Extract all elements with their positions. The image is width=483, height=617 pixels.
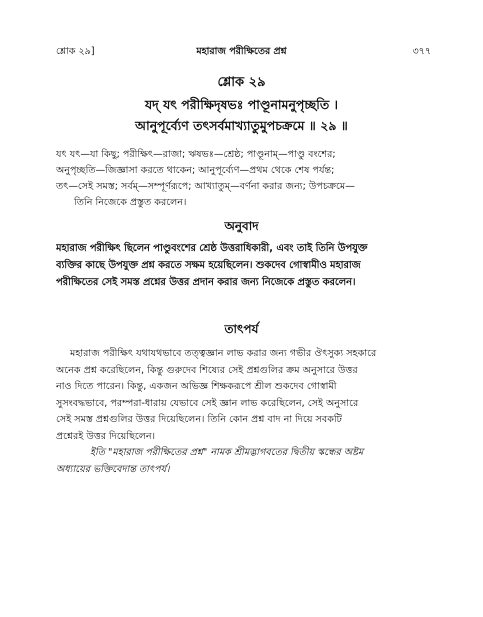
synonyms-line: অনুপৃচ্ছতি—জিজ্ঞাসা করতে থাকেন; আনুপূর্ব্যেণ—প্রথম থেকে শেষ পর্যন্ত; [56, 165, 335, 176]
synonyms-block [56, 147, 428, 211]
purport-line: সুসংবদ্ধভাবে, পরম্পরা-ধারায় যেভাবে সেই জ্ঞান লাভ করেছিলেন, সেই অনুসারে [56, 397, 359, 409]
running-header-title: মহারাজ পরীক্ষিতের প্রশ্ন [196, 46, 287, 57]
translation-heading: অনুবাদ [224, 219, 259, 233]
closing-line: অধ্যায়ের ভক্তিবেদান্ত তাৎপর্য। [56, 463, 170, 475]
page-number: ৩৭৭ [412, 46, 431, 57]
synonyms-line: তিনি নিজেকে প্রস্তুত করলেন। [74, 197, 187, 208]
translation-block [56, 240, 428, 291]
purport-line: সেই সমস্ত প্রশ্নগুলির উত্তর দিয়েছিলেন। তিনি কোন প্রশ্ন বাদ না দিয়ে সবকটি [56, 414, 342, 425]
running-header-verse-ref: শ্লোক ২৯] [56, 46, 95, 57]
purport-line: নাও দিতে পারেন। কিন্তু, একজন অভিজ্ঞ শিক্ষকরূপে শ্রীল শুকদেব গোস্বামী [56, 381, 337, 392]
purport-line: প্রশ্নেরই উত্তর দিয়েছিলেন। [56, 430, 156, 442]
synonyms-line: তৎ—সেই সমস্ত; সর্বম্—সম্পূর্ণরূপে; আখ্যাতুম্—বর্ণনা করার জন্য; উপচক্রমে— [56, 181, 355, 192]
purport-block [56, 346, 428, 445]
verse-line-2: আনুপূর্ব্যেণ তৎসর্বমাখ্যাতুমুপচক্রমে ॥ ২৯ ॥ [135, 118, 348, 133]
purport-line: অনেক প্রশ্ন করেছিলেন, কিন্তু গুরুদেব শিষ্যের সেই প্রশ্নগুলির ক্রম অনুসারে উত্তর [56, 364, 358, 376]
translation-line: ব্যক্তির কাছে উপযুক্ত প্রশ্ন করতে সক্ষম হয়েছিলেন। শুকদেব গোস্বামীও মহারাজ [56, 260, 361, 271]
closing-line: ইতি "মহারাজ পরীক্ষিতের প্রশ্ন" নামক শ্রীমদ্ভাগবতের দ্বিতীয় স্কন্ধের অষ্টম [90, 447, 364, 458]
chapter-closing-note [56, 445, 428, 478]
synonyms-line: যৎ যৎ—যা কিছু; পরীক্ষিৎ—রাজা; ঋষভঃ—শ্রেষ্ঠ; পাণ্ডূনাম্—পাণ্ডু বংশের; [56, 149, 336, 160]
purport-heading: তাৎপর্য [224, 322, 259, 336]
verse-line-1: যদ্ যৎ পরীক্ষিদৃষভঃ পাণ্ডূনামনুপৃচ্ছতি । [144, 97, 339, 112]
purport-line: মহারাজ পরীক্ষিৎ যথাযথভাবে তত্ত্বজ্ঞান লাভ করার জন্য গভীর ঔৎসুক্য সহকারে [70, 348, 377, 359]
verse-number-heading: শ্লোক ২৯ [217, 75, 266, 90]
translation-line: মহারাজ পরীক্ষিৎ ছিলেন পাণ্ডুবংশের শ্রেষ্ঠ উত্তরাধিকারী, এবং তাই তিনি উপযুক্ত [56, 243, 368, 254]
translation-line: পরীক্ষিতের সেই সমস্ত প্রশ্নের উত্তর প্রদান করার জন্য নিজেকে প্রস্তুত করলেন। [56, 277, 356, 288]
